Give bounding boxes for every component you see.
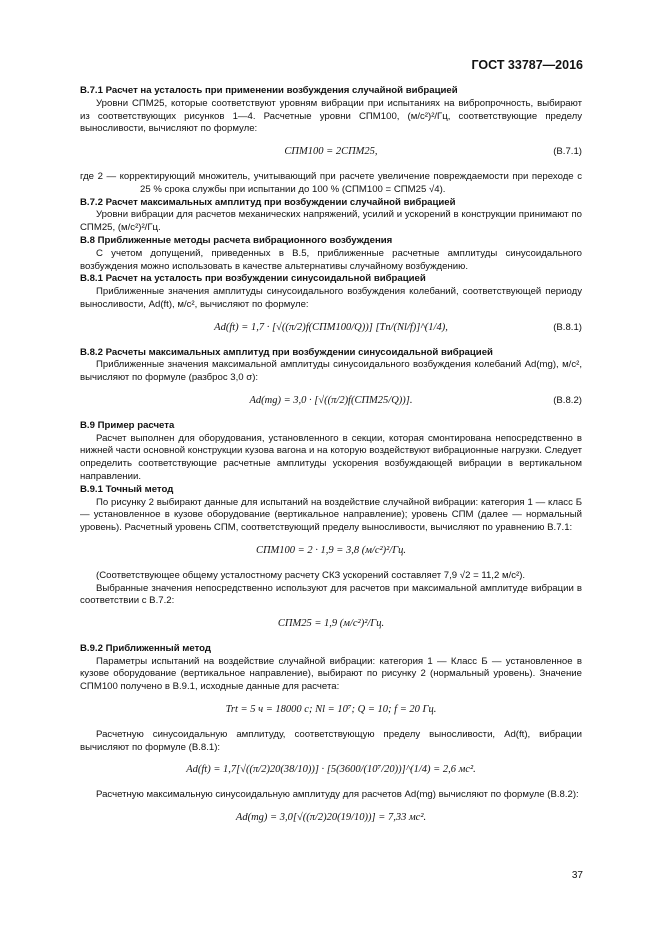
section-heading: В.8.2 Расчеты максимальных амплитуд при возбуждении синусоидальной вибрацией (80, 346, 493, 358)
formula (80, 322, 582, 335)
formula-number: (В.8.1) (553, 321, 582, 333)
paragraph: Расчетную максимальную синусоидальную амплитуду для расчетов Ad(mg) вычисляют по формуле (В.8.2): (96, 789, 579, 801)
formula (80, 395, 582, 408)
section-heading: В.7.2 Расчет максимальных амплитуд при возбуждении случайной вибрацией (80, 196, 456, 208)
document-id: ГОСТ 33787—2016 (471, 58, 583, 72)
document-body (80, 85, 582, 837)
formula-text: Ad(mg) = 3,0[√((π/2)20(19/10))] = 7,33 мс². (235, 812, 427, 824)
paragraph: Параметры испытаний на воздействие случайной вибрации: категория 1 — Класс Б — установленное в кузове оборудование (вертикальное направление), выбирают по рисунку 2 (нормальный уровень). Значение СПМ100 получено в В.9.1, исходные данные для расчета: (80, 655, 582, 693)
paragraph: Выбранные значения непосредственно используют для расчетов при максимальной амплитуде вибрации в соответствии с В.7.2: (80, 582, 582, 607)
paragraph: По рисунку 2 выбирают данные для испытаний на воздействие случайной вибрации: категория 1 — класс Б — установленное в кузове оборудование (вертикальное направление); уровень СПМ (далее — нормальный уровень). Расчетный уровень СПМ, соответствующий пределу выносливости, вычисляют по уравнению В.7.1: (80, 496, 582, 534)
paragraph: С учетом допущений, приведенных в В.5, приближенные расчетные амплитуды синусоидального возбуждения можно использовать в качестве альтернативы случайному возбуждению. (80, 247, 582, 272)
paragraph: Расчетную синусоидальную амплитуду, соответствующую пределу выносливости, Ad(ft), вибрации вычисляют по формуле (В.8.1): (80, 728, 582, 753)
section-heading: В.9.2 Приближенный метод (80, 642, 211, 654)
paragraph: Приближенные значения максимальной амплитуды синусоидального возбуждения колебаний Ad(mg), м/с², вычисляют по формуле (разброс 3,0 σ): (80, 359, 582, 384)
paragraph: (Соответствующее общему усталостному расчету СКЗ ускорений составляет 7,9 √2 = 11,2 м/с²). (96, 569, 526, 581)
formula (80, 812, 582, 825)
formula-text: Trt = 5 ч = 18000 с; Nl = 10⁷; Q = 10; f = 20 Гц. (225, 704, 437, 716)
formula (80, 764, 582, 777)
formula-text: Ad(ft) = 1,7[√((π/2)20(38/10))] · [5(3600/(10⁷/20))]^(1/4) = 2,6 мс². (186, 764, 476, 776)
paragraph: где 2 — корректирующий множитель, учитывающий при расчете увеличение повреждаемости при переходе с 25 % срока службы при испытании до 100 % (СПМ100 = СПМ25 √4). (80, 170, 582, 195)
section-heading: В.8.1 Расчет на усталость при возбуждении синусоидальной вибрацией (80, 273, 426, 285)
formula (80, 618, 582, 631)
formula (80, 704, 582, 717)
section-heading: В.8 Приближенные методы расчета вибрационного возбуждения (80, 234, 393, 246)
section-heading: В.9 Пример расчета (80, 419, 175, 431)
formula (80, 545, 582, 558)
page-number: 37 (571, 870, 583, 881)
formula-text: Ad(mg) = 3,0 · [√((π/2)f(СПМ25/Q))]. (249, 394, 413, 406)
section-heading: В.9.1 Точный метод (80, 483, 174, 495)
formula (80, 146, 582, 159)
paragraph: Приближенные значения амплитуды синусоидального возбуждения колебаний, соответствующей периоду выносливости, Ad(ft), м/с², вычисляют по формуле: (80, 286, 582, 310)
section-heading: В.7.1 Расчет на усталость при применении возбуждения случайной вибрацией (80, 85, 458, 96)
formula-text: СПМ100 = 2СПМ25, (284, 146, 378, 158)
paragraph: Уровни СПМ25, которые соответствуют уровням вибрации при испытаниях на вибропрочность, выбирают из соответствующих рисунков 1—4. Расчетные уровни СПМ100, (м/с²)²/Гц, соответствующие пределу выносливости, вычисляют по формуле: (80, 97, 582, 135)
formula-number: (В.7.1) (553, 146, 582, 158)
formula-text: СПМ100 = 2 · 1,9 = 3,8 (м/с²)²/Гц. (255, 544, 407, 556)
paragraph: Расчет выполнен для оборудования, установленного в секции, которая смонтирована непосредственно в нижней части основной конструкции кузова вагона и на которую воздействуют вибрационные нагрузки. Следует определить соответствующие расчетные амплитуды ускорения возбуждающей вибрации в вертикальном направлении. (80, 432, 582, 482)
formula-number: (В.8.2) (553, 394, 582, 406)
formula-text: Ad(ft) = 1,7 · [√((π/2)f(СПМ100/Q))] [Tn/(Nl/f)]^(1/4), (214, 321, 448, 333)
formula-text: СПМ25 = 1,9 (м/с²)²/Гц. (277, 618, 385, 630)
paragraph: Уровни вибрации для расчетов механических напряжений, усилий и ускорений в конструкции принимают по СПМ25, (м/с²)²/Гц. (80, 209, 582, 234)
